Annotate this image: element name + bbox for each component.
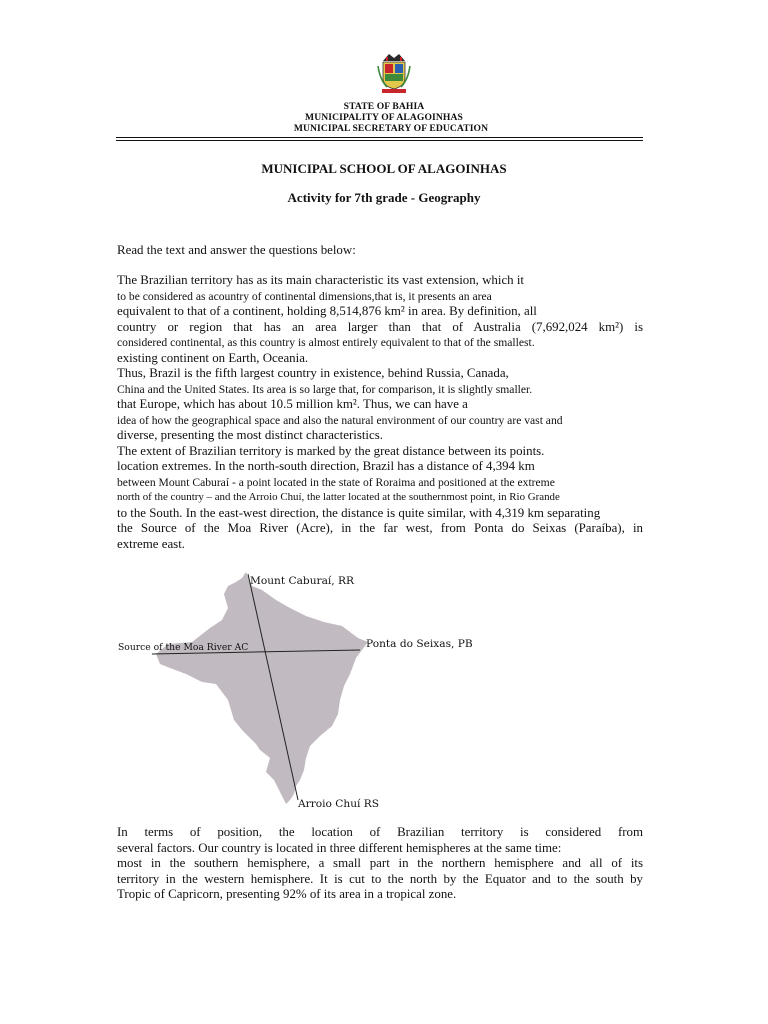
municipal-crest-logo xyxy=(377,52,411,96)
header-state: STATE OF BAHIA xyxy=(343,101,425,112)
brazil-territory-shape xyxy=(156,572,368,804)
text-line: considered continental, as this country is almost entirely equivalent to that of the smallest. xyxy=(117,336,535,349)
text-line: China and the United States. Its area is so large that, for comparison, it is slightly smaller. xyxy=(117,382,533,396)
text-line: location extremes. In the north-south direction, Brazil has a distance of 4,394 km xyxy=(117,459,535,473)
label-source-moa-river: Source of the Moa River AC xyxy=(118,642,249,653)
paragraph-position xyxy=(117,825,643,903)
document-title: MUNICIPAL SCHOOL OF ALAGOINHAS xyxy=(261,161,507,176)
text-line: equivalent to that of a continent, holding 8,514,876 km² in area. By definition, all xyxy=(117,304,537,318)
text-line: to the South. In the east-west direction, the distance is quite similar, with 4,319 km separating xyxy=(117,505,601,520)
text-line: In terms of position, the location of Brazilian territory is considered from xyxy=(117,825,643,839)
text-line: Thus, Brazil is the fifth largest country in existence, behind Russia, Canada, xyxy=(117,366,509,380)
brazil-extremes-map xyxy=(110,568,490,812)
text-line: the Source of the Moa River (Acre), in the far west, from Ponta do Seixas (Paraíba), in xyxy=(117,521,643,535)
text-line: most in the southern hemisphere, a small part in the northern hemisphere and all of its xyxy=(117,856,643,870)
text-line: The Brazilian territory has as its main characteristic its vast extension, which it xyxy=(117,273,525,287)
label-arroio-chui: Arroio Chuí RS xyxy=(298,798,380,810)
text-line: north of the country – and the Arroio Chuí, the latter located at the southernmost point, in Rio Grande xyxy=(117,491,560,503)
text-line: extreme east. xyxy=(117,536,185,551)
header-divider-bottom xyxy=(116,140,643,141)
text-line: existing continent on Earth, Oceania. xyxy=(117,350,309,365)
label-mount-caburai: Mount Caburaí, RR xyxy=(250,575,354,587)
text-line: several factors. Our country is located in three different hemispheres at the same time: xyxy=(117,840,562,855)
instruction-text: Read the text and answer the questions below: xyxy=(117,243,356,257)
paragraph-territory xyxy=(117,273,643,552)
text-line: diverse, presenting the most distinct characteristics. xyxy=(117,428,383,442)
document-subtitle: Activity for 7th grade - Geography xyxy=(287,190,481,205)
label-ponta-do-seixas: Ponta do Seixas, PB xyxy=(366,638,473,650)
header-municipality: MUNICIPALITY OF ALAGOINHAS xyxy=(305,112,463,123)
header-secretary: MUNICIPAL SECRETARY OF EDUCATION xyxy=(293,123,489,134)
text-line: to be considered as acountry of continental dimensions,that is, it presents an area xyxy=(117,289,492,303)
header-divider-top xyxy=(116,137,643,138)
text-line: idea of how the geographical space and also the natural environment of our country are vast and xyxy=(117,413,563,427)
text-line: territory in the western hemisphere. It is cut to the north by the Equator and to the south by xyxy=(117,871,643,886)
text-line: Tropic of Capricorn, presenting 92% of its area in a tropical zone. xyxy=(117,887,457,901)
text-line: The extent of Brazilian territory is marked by the great distance between its points. xyxy=(117,443,545,458)
text-line: country or region that has an area larger than that of Australia (7,692,024 km²) is xyxy=(117,319,643,334)
text-line: between Mount Caburaí - a point located in the state of Roraima and positioned at the extreme xyxy=(117,475,555,489)
text-line: that Europe, which has about 10.5 million km². Thus, we can have a xyxy=(117,397,468,411)
